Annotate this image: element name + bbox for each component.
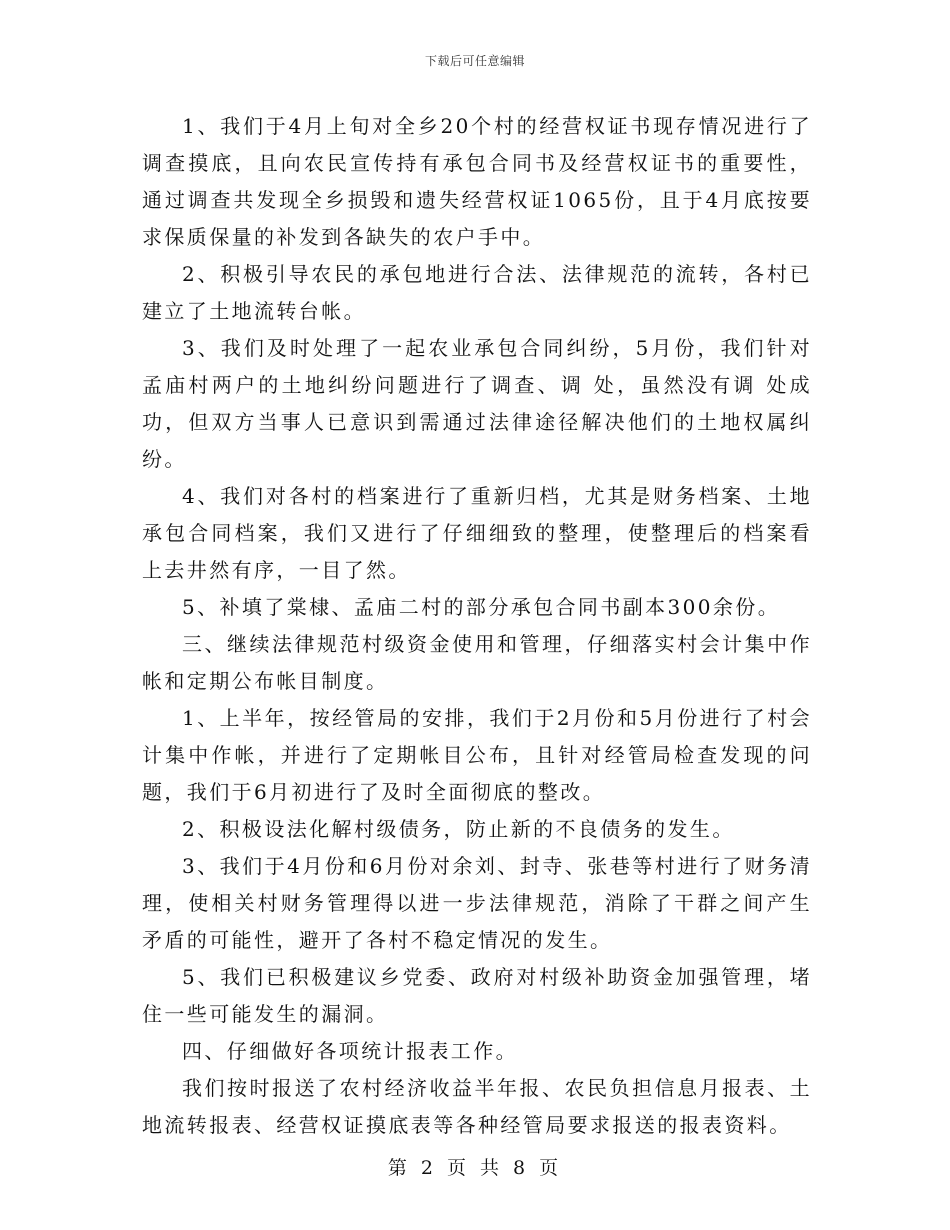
section-heading: 三、继续法律规范村级资金使用和管理，仔细落实村会计集中作帐和定期公布帐目制度。 [142, 632, 812, 693]
paragraph: 1、我们于4月上旬对全乡20个村的经营权证书现存情况进行了调查摸底，且向农民宣传持有承包合同书及经营权证书的重要性，通过调查共发现全乡损毁和遗失经营权证1065份，且于4月底按要求保质保量的补发到各缺失的农户手中。 [142, 114, 812, 249]
paragraph: 3、我们及时处理了一起农业承包合同纠纷，5月份，我们针对孟庙村两户的土地纠纷问题进行了调查、调 处，虽然没有调 处成功，但双方当事人已意识到需通过法律途径解决他们的土地权属纠纷。 [142, 336, 812, 471]
paragraph: 我们按时报送了农村经济收益半年报、农民负担信息月报表、土地流转报表、经营权证摸底表等各种经管局要求报送的报表资料。 [142, 1076, 812, 1137]
paragraph: 5、我们已积极建议乡党委、政府对村级补助资金加强管理，堵住一些可能发生的漏洞。 [142, 965, 812, 1026]
page-header: 下载后可任意编辑 [424, 54, 525, 68]
paragraph: 1、上半年，按经管局的安排，我们于2月份和5月份进行了村会计集中作帐，并进行了定期帐目公布，且针对经管局检查发现的问题，我们于6月初进行了及时全面彻底的整改。 [142, 706, 812, 804]
paragraph: 4、我们对各村的档案进行了重新归档，尤其是财务档案、土地承包合同档案，我们又进行了仔细细致的整理，使整理后的档案看上去井然有序，一目了然。 [142, 484, 812, 582]
page-number: 第 2 页 共 8 页 [387, 1157, 563, 1179]
paragraph: 2、积极设法化解村级债务，防止新的不良债务的发生。 [182, 817, 735, 841]
paragraph: 3、我们于4月份和6月份对余刘、封寺、张巷等村进行了财务清理，使相关村财务管理得以进一步法律规范，消除了干群之间产生矛盾的可能性，避开了各村不稳定情况的发生。 [142, 854, 812, 952]
section-heading: 四、仔细做好各项统计报表工作。 [182, 1039, 518, 1063]
paragraph: 5、补填了棠棣、孟庙二村的部分承包合同书副本300余份。 [182, 595, 781, 619]
paragraph: 2、积极引导农民的承包地进行合法、法律规范的流转，各村已建立了土地流转台帐。 [142, 262, 812, 323]
document-body [142, 108, 812, 1144]
